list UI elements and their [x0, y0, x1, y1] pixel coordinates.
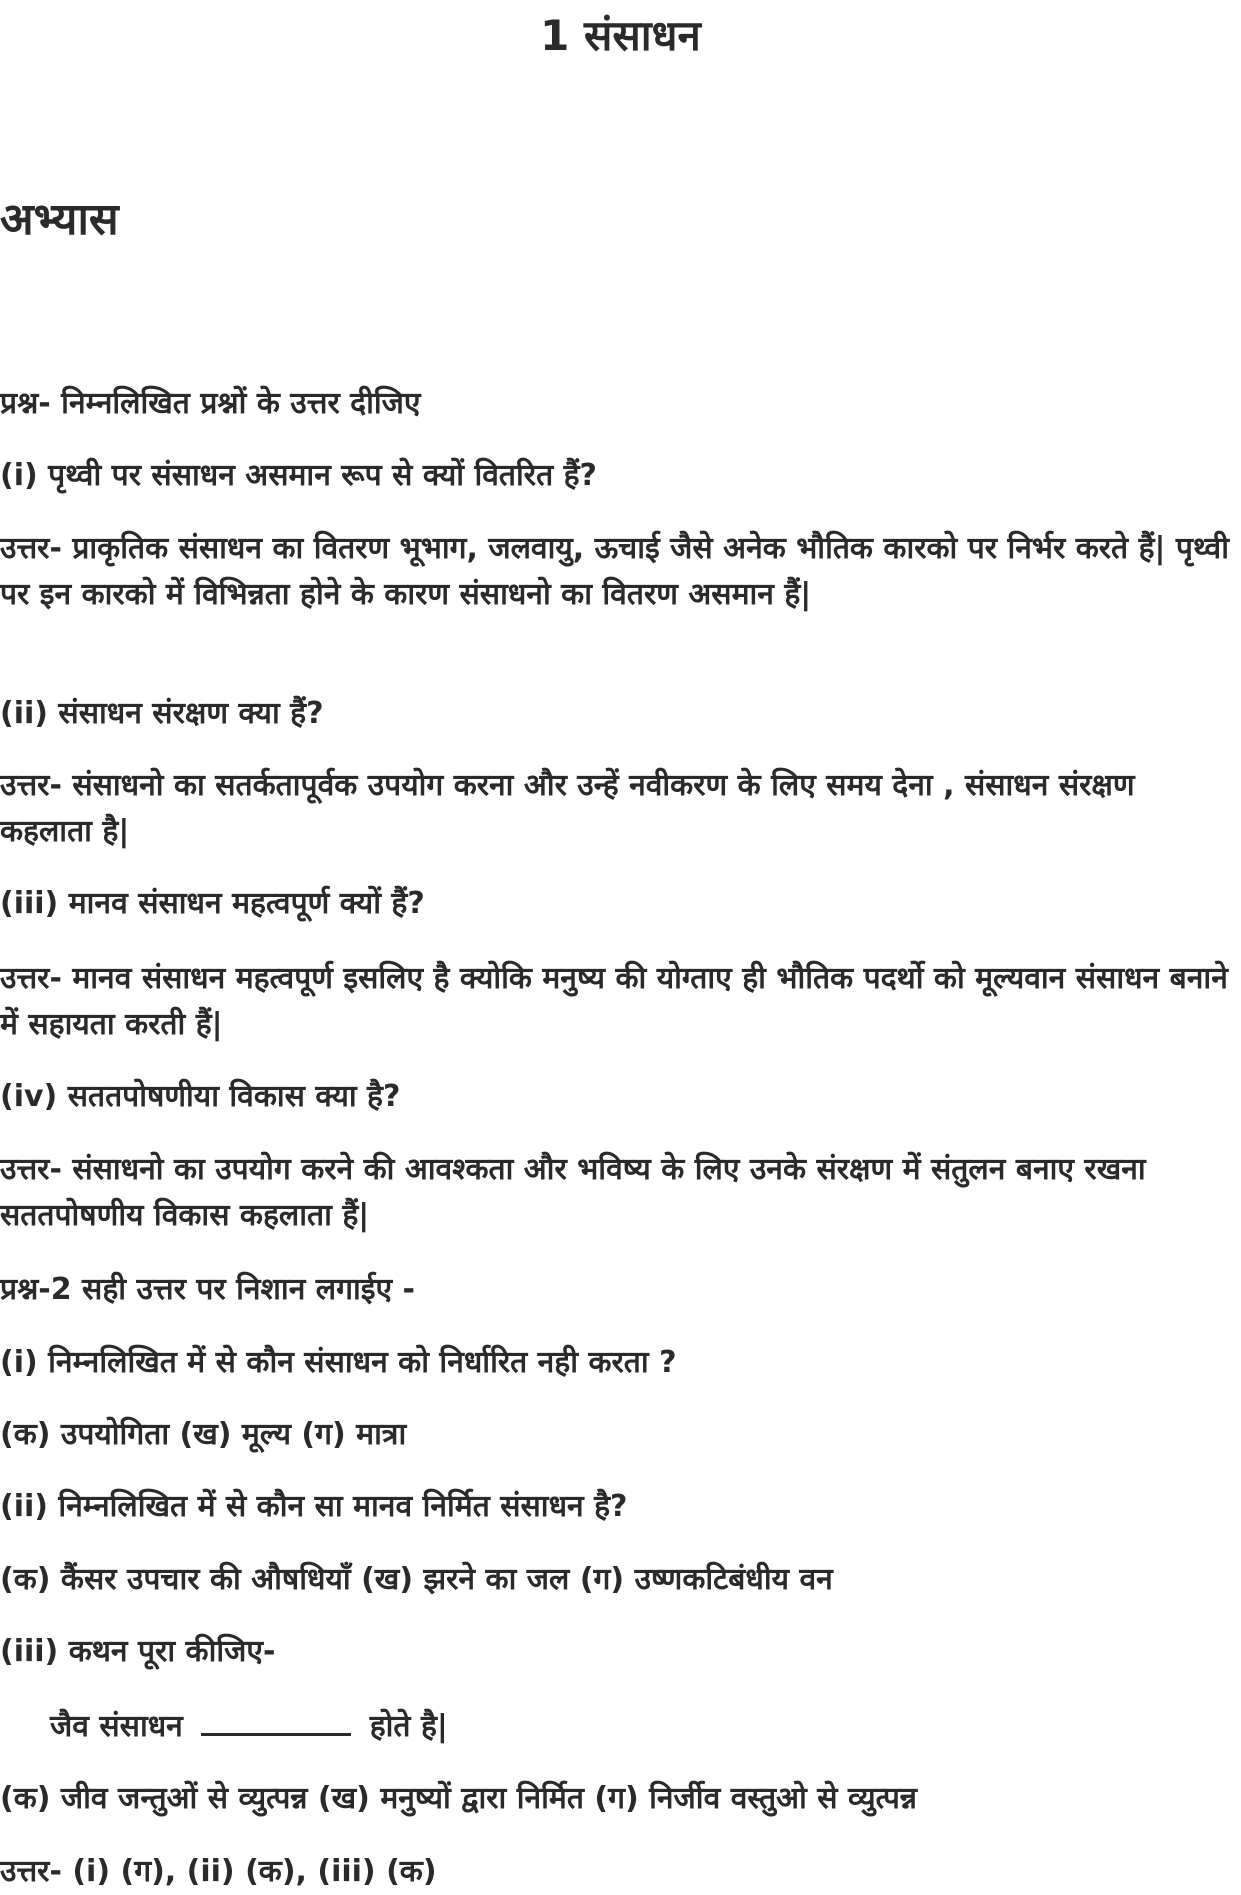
options-2-2: (क) कैंसर उपचार की औषधियाँ (ख) झरने का जल (ग) उष्णकटिबंधीय वन: [0, 1562, 833, 1597]
q2-heading: प्रश्न-2 सही उत्तर पर निशान लगाईए -: [0, 1272, 416, 1307]
question-1-4: (iv) सततपोषणीया विकास क्या है?: [0, 1079, 401, 1114]
answer-1-3: उत्तर- मानव संसाधन महत्वपूर्ण इसलिए है क्योकि मनुष्य की योग्ताए ही भौतिक पदर्थो को मूल्यवान संसाधन बनाने में सहायता करती हैं|: [0, 961, 1228, 1042]
answer-1-4: उत्तर- संसाधनो का उपयोग करने की आवश्कता और भविष्य के लिए उनके संरक्षण में संतुलन बनाए रखना सततपोषणीय विकास कहलाता हैं|: [0, 1152, 1146, 1233]
fill-in-blank: [201, 1733, 351, 1736]
options-2-3: (क) जीव जन्तुओं से व्युत्पन्न (ख) मनुष्यों द्वारा निर्मित (ग) निर्जीव वस्तुओ से व्युत्पन्न: [0, 1781, 918, 1816]
section-heading: अभ्यास: [0, 194, 119, 245]
question-2-1: (i) निम्नलिखित में से कौन संसाधन को निर्धारित नही करता ?: [0, 1345, 677, 1380]
question-2-3: (iii) कथन पूरा कीजिए-: [0, 1634, 276, 1669]
answer-1-1: उत्तर- प्राकृतिक संसाधन का वितरण भूभाग, जलवायु, ऊचाई जैसे अनेक भौतिक कारको पर निर्भर करते हैं| पृथ्वी पर इन कारको में विभिन्नता होने के कारण संसाधनो का वितरण असमान हैं|: [0, 531, 1229, 612]
question-1-3: (iii) मानव संसाधन महत्वपूर्ण क्यों हैं?: [0, 886, 425, 921]
statement-before: जैव संसाधन: [50, 1709, 183, 1744]
question-1-1: (i) पृथ्वी पर संसाधन असमान रूप से क्यों वितरित हैं?: [0, 458, 597, 493]
answer-2: उत्तर- (i) (ग), (ii) (क), (iii) (क): [0, 1854, 437, 1889]
answer-1-2: उत्तर- संसाधनो का सतर्कतापूर्वक उपयोग करना और उन्हें नवीकरण के लिए समय देना , संसाधन संरक्षण कहलाता है|: [0, 768, 1135, 849]
question-1-2: (ii) संसाधन संरक्षण क्या हैं?: [0, 696, 324, 731]
page-title: 1 संसाधन: [540, 11, 701, 60]
question-2-2: (ii) निम्नलिखित में से कौन सा मानव निर्मित संसाधन है?: [0, 1489, 628, 1524]
q1-heading: प्रश्न- निम्नलिखित प्रश्नों के उत्तर दीजिए: [0, 386, 421, 421]
options-2-1: (क) उपयोगिता (ख) मूल्य (ग) मात्रा: [0, 1417, 407, 1452]
statement-after: होते है|: [369, 1709, 448, 1744]
statement-2-3: [50, 1704, 1241, 1750]
